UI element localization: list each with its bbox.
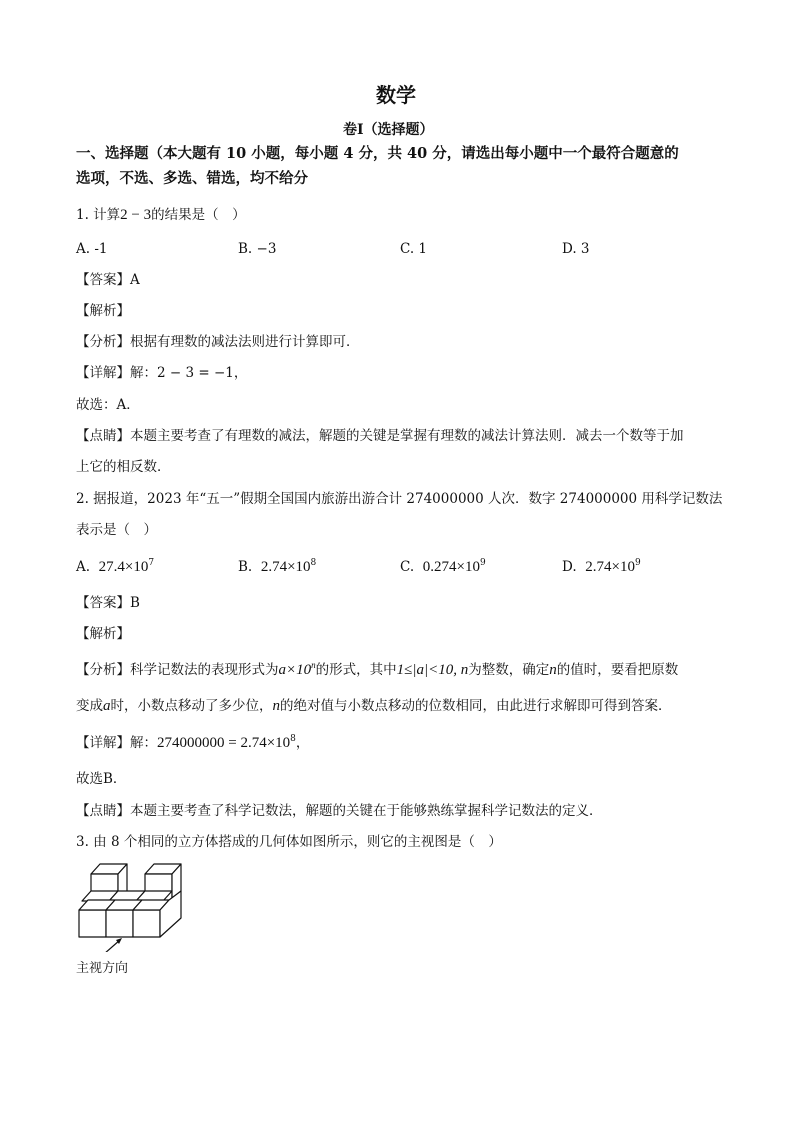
cube-front-face xyxy=(133,910,160,937)
page-title: 数学 xyxy=(376,83,416,107)
q2-option-b xyxy=(238,558,316,576)
q3-stem: 3. 由 8 个相同的立方体搭成的几何体如图所示，则它的主视图是（ ） xyxy=(76,834,502,850)
q2-option-a xyxy=(76,558,154,576)
q2-analysis-label: 【解析】 xyxy=(76,626,130,642)
q1-detail: 【详解】解：2 − 3 = −1， xyxy=(76,365,248,381)
q2-choose: 故选B． xyxy=(76,771,127,787)
section-heading-line-1: 一、选择题（本大题有 10 小题，每小题 4 分，共 40 分，请选出每小题中一个最符合题意的 xyxy=(76,145,679,162)
q2-detail-expression: 274000000 = 2.74×10 xyxy=(157,735,291,751)
figure-direction-label: 主视方向 xyxy=(76,961,129,976)
q1-answer: 【答案】A xyxy=(76,272,140,288)
q2-stem-line-2: 表示是（ ） xyxy=(76,522,157,538)
q2-detail-suffix: ， xyxy=(295,735,310,751)
q2-option-a-label: A. xyxy=(76,559,91,575)
view-arrow-icon xyxy=(104,938,122,952)
q2-analysis-condition: 1≤|a|<10, n xyxy=(396,662,469,678)
q2-option-b-exp: 8 xyxy=(310,558,317,568)
q2-option-d-label: D. xyxy=(562,559,577,575)
q2-analysis-a: a xyxy=(103,698,111,714)
q2-analysis-text-3: 为整数，确定 xyxy=(468,662,550,678)
q1-comment-line-1: 【点睛】本题主要考查了有理数的减法，解题的关键是掌握有理数的减法计算法则．减去一个数等于加 xyxy=(76,428,684,444)
q2-analysis-n: n xyxy=(549,662,557,678)
q1-stem-suffix: 的结果是（ ） xyxy=(151,207,246,223)
q2-answer: 【答案】B xyxy=(76,595,140,611)
q1-stem xyxy=(76,206,246,224)
q2-analysis-text-6: 时，小数点移动了多少位， xyxy=(110,698,273,714)
q1-comment-line-2: 上它的相反数． xyxy=(76,459,171,475)
q2-option-b-base: 2.74×10 xyxy=(260,559,311,575)
q2-option-a-base: 27.4×10 xyxy=(98,559,149,575)
q1-option-a: A. -1 xyxy=(76,241,108,257)
q1-option-c: C. 1 xyxy=(400,241,428,257)
q1-stem-expression: 2 − 3 xyxy=(120,207,152,223)
q1-analysis: 【分析】根据有理数的减法法则进行计算即可． xyxy=(76,334,360,350)
q2-analysis-form: a×10 xyxy=(278,662,312,678)
q2-detail-exp: 8 xyxy=(290,734,296,744)
q2-analysis-text-7: 的绝对值与小数点移动的位数相同，由此进行求解即可得到答案． xyxy=(280,698,672,714)
q2-comment: 【点睛】本题主要考查了科学记数法，解题的关键在于能够熟练掌握科学记数法的定义． xyxy=(76,803,603,819)
q2-option-c-label: C. xyxy=(400,559,415,575)
q1-stem-prefix: 1. 计算 xyxy=(76,207,121,223)
cube-figure xyxy=(72,856,212,952)
q2-option-d xyxy=(562,558,641,576)
q2-option-a-exp: 7 xyxy=(148,558,155,568)
cube-front-face xyxy=(79,910,106,937)
q2-option-c xyxy=(400,558,486,576)
q2-analysis-line-2 xyxy=(76,697,672,715)
q2-option-b-label: B. xyxy=(238,559,253,575)
q1-option-d: D. 3 xyxy=(562,241,590,257)
q2-analysis-n-2: n xyxy=(272,698,280,714)
volume-heading: 卷Ⅰ（选择题） xyxy=(343,122,434,138)
cube-front-face xyxy=(106,910,133,937)
q2-detail xyxy=(76,734,309,752)
q1-option-b: B. −3 xyxy=(238,241,277,257)
q2-option-d-base: 2.74×10 xyxy=(585,559,635,575)
q2-stem-line-1: 2. 据报道，2023 年“五一”假期全国国内旅游出游合计 274000000 人次．数字 274000000 用科学记数法 xyxy=(76,491,723,507)
q2-analysis-line-1 xyxy=(76,661,678,679)
q2-detail-prefix: 【详解】解： xyxy=(76,735,157,751)
q2-analysis-text-1: 【分析】科学记数法的表现形式为 xyxy=(76,662,279,678)
q2-analysis-text-2: 的形式，其中 xyxy=(315,662,397,678)
q2-analysis-text-5: 变成 xyxy=(76,698,103,714)
q1-choose: 故选：A． xyxy=(76,397,140,413)
q2-option-c-base: 0.274×10 xyxy=(422,559,480,575)
q2-analysis-form-exp: n xyxy=(311,660,316,670)
q2-option-d-exp: 9 xyxy=(634,558,641,568)
section-heading-line-2: 选项，不选、多选、错选，均不给分 xyxy=(76,170,308,187)
q2-analysis-text-4: 的值时，要看把原数 xyxy=(556,662,679,678)
q1-analysis-label: 【解析】 xyxy=(76,303,130,319)
q2-option-c-exp: 9 xyxy=(479,558,486,568)
